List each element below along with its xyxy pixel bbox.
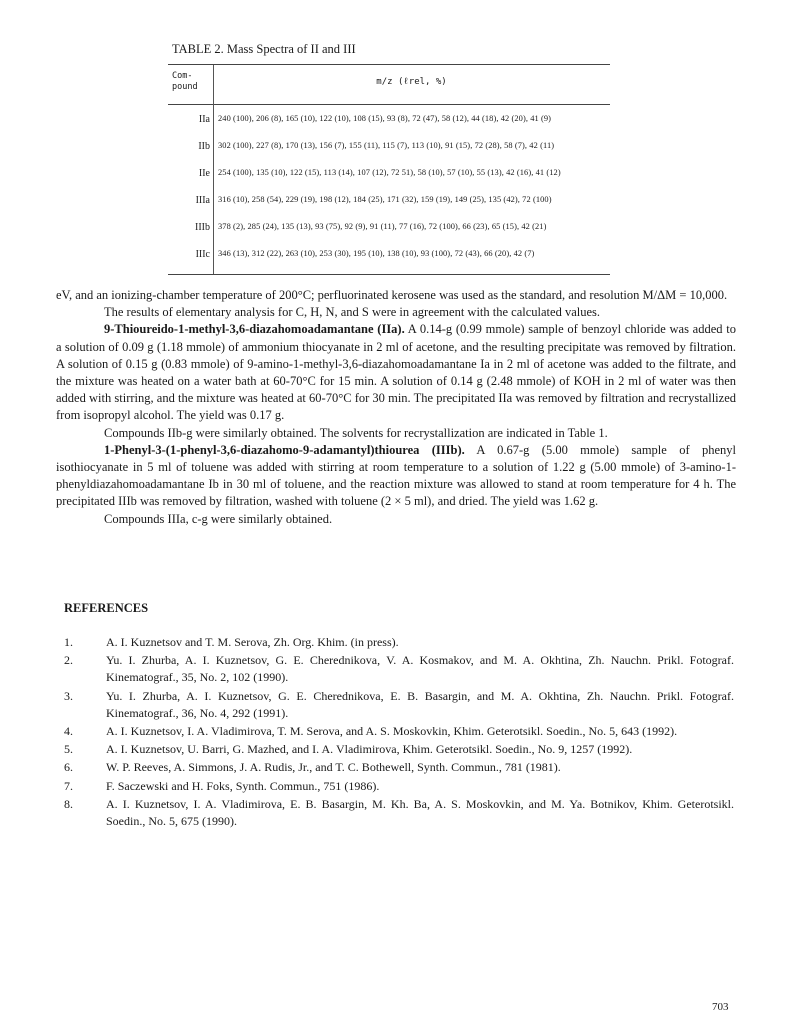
paragraph-analysis: The results of elementary analysis for C, H, N, and S were in agreement with the calculated values. (104, 305, 601, 320)
compound-id: IIIb (195, 222, 210, 233)
compound-id: IIe (198, 168, 210, 179)
table-caption: TABLE 2. Mass Spectra of II and III (172, 42, 356, 56)
mass-spectrum-values: 302 (100), 227 (8), 170 (13), 156 (7), 155 (11), 115 (7), 113 (10), 91 (15), 72 (28), 58 (7), 42 (11) (218, 141, 555, 150)
compound-heading-iiib: 1-Phenyl-3-(1-phenyl-3,6-diazahomo-9-adamantyl)thiourea (IIIb). (104, 442, 465, 457)
paragraph-synthesis-iia: 9-Thioureido-1-methyl-3,6-diazahomoadamantane (IIa). A 0.14-g (0.99 mmole) sample of benzoyl chloride was added to a solution of 0.09 g (1.18 mmole) of ammonium thiocyanate in 2 ml of acetone, and the resulting precipitate was removed by filtration. A solution of 0.15 g (0.83 mmole) of 9-amino-1-methyl-3,6-diazahomoadamantane Ia in 2 ml of acetone was added to the filtrate, and the mixture was heated on a water bath at 60-70°C for 15 min. A solution of 0.14 g (2.48 mmole) of KOH in 2 ml of water was then added with stirring, and the mixture was heated at 60-70°C for 30 min. The precipitated IIa was removed by filtration and recrystallized from isopropyl alcohol. The yield was 0.17 g. (56, 322, 736, 423)
reference-item: 3. Yu. I. Zhurba, A. I. Kuznetsov, G. E. Cherednikova, E. B. Basargin, and M. A. Okhtina, Zh. Nauchn. Prikl. Fotograf. Kinematograf., 36, No. 4, 292 (1991). (64, 688, 734, 720)
table-header-rule (168, 104, 610, 105)
references-heading: REFERENCES (64, 601, 149, 615)
table-top-rule (168, 64, 610, 65)
compound-id: IIa (198, 114, 210, 125)
mass-spectrum-values: 240 (100), 206 (8), 165 (10), 122 (10), 108 (15), 93 (8), 72 (47), 58 (12), 44 (18), 42 (20), 41 (9) (218, 114, 552, 123)
compound-heading-iia: 9-Thioureido-1-methyl-3,6-diazahomoadamantane (IIa). (104, 322, 405, 337)
mass-spectrum-values: 316 (10), 258 (54), 229 (19), 198 (12), 184 (25), 171 (32), 159 (19), 149 (25), 135 (42), 72 (100) (218, 195, 552, 204)
table-column-divider (213, 65, 214, 274)
table-header-mz: m/z (ℓrel, %) (376, 77, 447, 87)
mass-spectrum-values: 254 (100), 135 (10), 122 (15), 113 (14), 107 (12), 72 51), 58 (10), 57 (10), 55 (13), 42 (16), 41 (12) (218, 168, 561, 177)
mass-spectrum-values: 378 (2), 285 (24), 135 (13), 93 (75), 92 (9), 91 (11), 77 (16), 72 (100), 66 (23), 65 (15), 42 (21) (218, 222, 547, 231)
paragraph-synthesis-iiib: 1-Phenyl-3-(1-phenyl-3,6-diazahomo-9-adamantyl)thiourea (IIIb). A 0.67-g (5.00 mmole) sample of phenyl isothiocyanate in 5 ml of toluene was added with stirring at room temperature to a solution of 1.22 g (5.00 mmole) of 3-amino-1-phenyldiazahomoadamantane Ib in 30 ml of toluene, and the reaction mixture was allowed to stand at room temperature for 4 h. The precipitated IIIb was removed by filtration, washed with toluene (2 × 5 ml), and dried. The yield was 1.62 g. (56, 442, 736, 509)
reference-item: 4. A. I. Kuznetsov, I. A. Vladimirova, T. M. Serova, and A. S. Moskovkin, Khim. Geterotsikl. Soedin., No. 5, 643 (1992). (64, 724, 678, 739)
page-number: 703 (712, 1001, 729, 1013)
reference-item: 8. A. I. Kuznetsov, I. A. Vladimirova, E. B. Basargin, M. Kh. Ba, A. S. Moskovkin, and M. Ya. Botnikov, Khim. Geterotsikl. Soedin., No. 5, 675 (1990). (64, 796, 734, 829)
references-list (64, 634, 734, 831)
compound-id: IIIc (195, 249, 210, 260)
body-text (56, 287, 736, 528)
compound-id: IIb (198, 141, 210, 152)
paragraph-similar-iiia: Compounds IIIa, c-g were similarly obtained. (104, 511, 333, 526)
reference-item: 2. Yu. I. Zhurba, A. I. Kuznetsov, G. E. Cherednikova, V. A. Kosmakov, and M. A. Okhtina, Zh. Nauchn. Prikl. Fotograf. Kinematograf., 35, No. 2, 102 (1990). (64, 653, 734, 685)
paragraph-continuation: eV, and an ionizing-chamber temperature of 200°C; perfluorinated kerosene was used as the standard, and resolution M/ΔM = 10,000. (56, 288, 728, 302)
reference-item: 7. F. Saczewski and H. Foks, Synth. Commun., 751 (1986). (64, 778, 380, 793)
paragraph-similar-iib: Compounds IIb-g were similarly obtained. The solvents for recrystallization are indicated in Table 1. (104, 425, 608, 440)
table-header-compound: Com- pound (172, 71, 198, 92)
table-bottom-rule (168, 274, 610, 275)
reference-item: 5. A. I. Kuznetsov, U. Barri, G. Mazhed, and I. A. Vladimirova, Khim. Geterotsikl. Soedin., No. 9, 1257 (1992). (64, 742, 633, 757)
reference-item: 6. W. P. Reeves, A. Simmons, J. A. Rudis, Jr., and T. C. Bothewell, Synth. Commun., 781 (1981). (64, 760, 561, 775)
reference-item: 1. A. I. Kuznetsov and T. M. Serova, Zh. Org. Khim. (in press). (64, 635, 399, 649)
mass-spectrum-values: 346 (13), 312 (22), 263 (10), 253 (30), 195 (10), 138 (10), 93 (100), 72 (43), 66 (20), 42 (7) (218, 249, 535, 258)
compound-id: IIIa (195, 195, 210, 206)
